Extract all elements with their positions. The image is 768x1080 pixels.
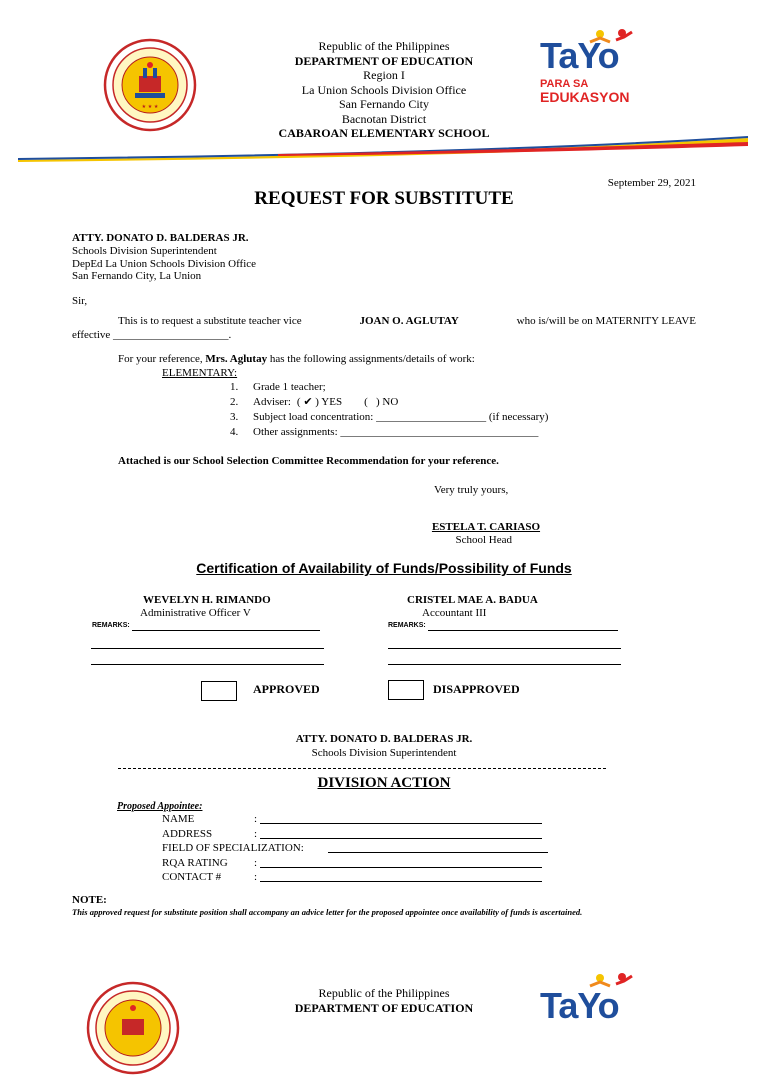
addressee-address: San Fernando City, La Union: [72, 270, 202, 282]
field-input-line[interactable]: [260, 881, 542, 882]
signatory-name: ESTELA T. CARIASO: [431, 521, 541, 533]
dashed-divider: [118, 768, 606, 769]
field-label: ADDRESS: [162, 827, 213, 840]
field-sep: :: [254, 813, 258, 825]
field-sep: :: [254, 856, 258, 869]
cert-left-remarks: [92, 622, 130, 629]
field-specialization: [162, 841, 304, 856]
item-text: Adviser:: [253, 396, 291, 408]
sds-name: ATTY. DONATO D. BALDERAS JR.: [295, 733, 473, 745]
ref-name: Mrs. Aglutay: [205, 353, 268, 365]
field-label: NAME: [162, 813, 195, 825]
assignment-list: [230, 380, 548, 439]
certification-title: Certification of Availability of Funds/Possibility of Funds: [196, 560, 572, 576]
item-text: Subject load concentration: ____________________ (if necessary): [253, 411, 549, 423]
tayo-ta: Ta: [540, 985, 578, 1024]
ref-text-a: For your reference,: [118, 353, 203, 365]
header-stripe: [18, 134, 748, 164]
header-school: CABAROAN ELEMENTARY SCHOOL: [278, 126, 490, 140]
header-republic: Republic of the Philippines: [318, 986, 450, 1000]
item-num: 1.: [230, 381, 239, 393]
field-contact: [162, 870, 304, 885]
appointee-fields: [162, 812, 304, 885]
item-text: Grade 1 teacher;: [253, 381, 326, 393]
deped-seal: [103, 38, 197, 132]
para1-text-b: who is/will be on MATERNITY LEAVE: [516, 315, 696, 327]
remarks-line: [388, 664, 621, 665]
remarks-label: REMARKS:: [388, 622, 426, 629]
para1-name: JOAN O. AGLUTAY: [359, 315, 459, 327]
division-action-title: DIVISION ACTION: [317, 775, 451, 791]
list-item: [230, 425, 548, 439]
para1-text-a: This is to request a substitute teacher vice: [118, 315, 302, 327]
header-republic: Republic of the Philippines: [318, 39, 450, 53]
cert-left-position: Administrative Officer V: [140, 607, 251, 619]
item-num: 4.: [230, 426, 239, 438]
approved-checkbox[interactable]: [201, 681, 237, 701]
tayo-ta: Ta: [540, 35, 578, 76]
tayo-yo: Yo: [577, 985, 619, 1024]
signatory-position: School Head: [455, 534, 512, 546]
field-label: FIELD OF SPECIALIZATION:: [162, 842, 304, 854]
remarks-line: [91, 648, 324, 649]
list-item: [230, 380, 548, 394]
field-label: RQA RATING: [162, 856, 228, 869]
cert-right-name: CRISTEL MAE A. BADUA: [407, 594, 538, 606]
remarks-label: REMARKS:: [92, 622, 130, 629]
item-num: 3.: [230, 411, 239, 423]
cert-right-remarks: [388, 622, 426, 629]
no-option: ( ) NO: [364, 396, 399, 408]
field-input-line[interactable]: [328, 852, 548, 853]
field-input-line[interactable]: [260, 823, 542, 824]
remarks-line: [132, 630, 320, 631]
field-sep: :: [254, 827, 258, 840]
attached-line: Attached is our School Selection Committee Recommendation for your reference.: [118, 455, 499, 467]
yes-open: (: [296, 396, 301, 408]
field-input-line[interactable]: [260, 838, 542, 839]
addressee-office: DepEd La Union Schools Division Office: [72, 257, 257, 270]
check-icon: ✔: [303, 395, 313, 408]
deped-seal: [86, 981, 180, 1075]
level-label: ELEMENTARY:: [162, 367, 238, 379]
sds-position: Schools Division Superintendent: [311, 747, 457, 759]
addressee-position: Schools Division Superintendent: [72, 245, 217, 257]
note-text: This approved request for substitute position shall accompany an advice letter for the proposed appointee once availability of funds is ascertained.: [72, 907, 583, 917]
remarks-line: [388, 648, 621, 649]
proposed-appointee-label: Proposed Appointee:: [117, 801, 203, 812]
tayo-edukasyon: EDUKASYON: [540, 89, 630, 105]
disapproved-label: DISAPPROVED: [433, 682, 520, 696]
header-division: La Union Schools Division Office: [301, 82, 467, 97]
letter-title: REQUEST FOR SUBSTITUTE: [254, 188, 514, 209]
item-text: Other assignments: ____________________________________: [253, 426, 539, 438]
tayo-logo: [538, 972, 663, 1024]
remarks-line: [91, 664, 324, 665]
field-input-line[interactable]: [260, 867, 542, 868]
yes-option: [297, 395, 342, 409]
closing: Very truly yours,: [434, 484, 509, 496]
reference-line: [118, 352, 475, 366]
yes-label: ) YES: [315, 396, 343, 408]
cert-left-name: WEVELYN H. RIMANDO: [143, 594, 271, 606]
tayo-logo: [538, 28, 663, 108]
salutation: Sir,: [72, 295, 88, 307]
para1-effective: effective _____________________.: [72, 329, 232, 341]
tayo-yo: Yo: [577, 35, 619, 76]
tayo-para: PARA SA: [540, 78, 589, 90]
field-label: CONTACT #: [162, 871, 222, 883]
header-city: San Fernando City: [339, 97, 429, 111]
field-rqa-rating: [162, 856, 304, 871]
list-item: [230, 410, 548, 424]
addressee-name: ATTY. DONATO D. BALDERAS JR.: [72, 232, 249, 244]
header-department: DEPARTMENT OF EDUCATION: [294, 1000, 474, 1015]
paragraph-1: [118, 314, 696, 328]
header-district: Bacnotan District: [341, 111, 427, 126]
note-label: NOTE:: [72, 894, 107, 906]
list-item: [230, 395, 548, 409]
disapproved-checkbox[interactable]: [388, 680, 424, 700]
field-name: [162, 812, 304, 827]
remarks-line: [428, 630, 618, 631]
field-address: [162, 827, 304, 842]
cert-right-position: Accountant III: [422, 607, 487, 619]
ref-text-b: has the following assignments/details of work:: [269, 353, 475, 365]
header-region: Region I: [363, 68, 405, 82]
letter-date: September 29, 2021: [607, 177, 696, 189]
item-num: 2.: [230, 396, 239, 408]
header-department: DEPARTMENT OF EDUCATION: [294, 53, 474, 68]
field-sep: :: [254, 871, 258, 883]
svg-text:★ ★ ★: ★ ★ ★: [141, 104, 159, 110]
approved-label: APPROVED: [253, 682, 320, 696]
